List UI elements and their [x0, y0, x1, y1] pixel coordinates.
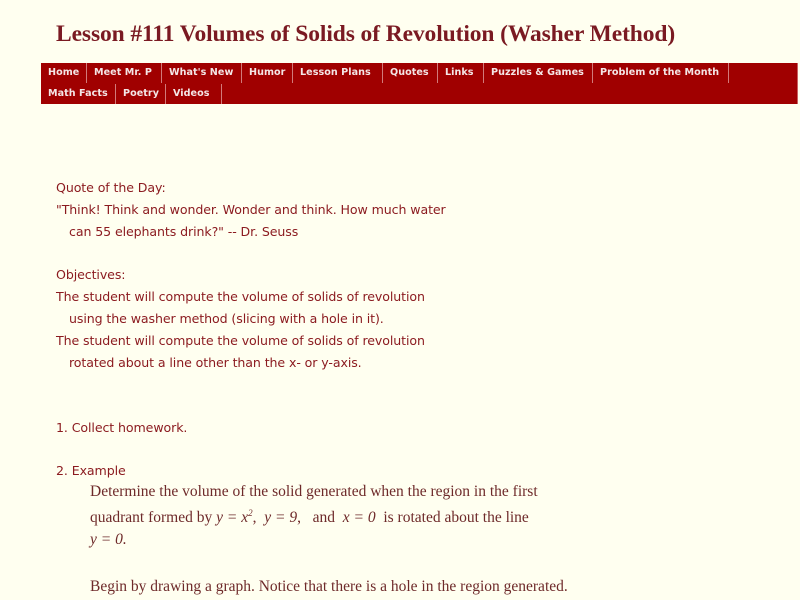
nav-problem-of-the-month[interactable]: Problem of the Month [593, 63, 729, 83]
nav-row-1 [41, 63, 729, 83]
objective-2-line-2: rotated about a line other than the x- or y-axis. [69, 355, 362, 370]
step-1-collect-homework: 1. Collect homework. [56, 420, 188, 435]
nav-humor[interactable]: Humor [242, 63, 293, 83]
nav-quotes[interactable]: Quotes [383, 63, 438, 83]
objective-1-line-1: The student will compute the volume of solids of revolution [56, 289, 425, 304]
nav-row-2 [41, 84, 222, 104]
main-nav [41, 63, 798, 104]
objective-2-line-1: The student will compute the volume of solids of revolution [56, 333, 425, 348]
example-line-2-prefix: quadrant formed by [90, 509, 217, 526]
page-title: Lesson #111 Volumes of Solids of Revolution (Washer Method) [56, 21, 676, 47]
eq1-rhs: x [241, 509, 249, 526]
step-2-example: 2. Example [56, 463, 126, 478]
nav-home[interactable]: Home [41, 63, 87, 83]
nav-puzzles-games[interactable]: Puzzles & Games [484, 63, 593, 83]
nav-whats-new[interactable]: What's New [162, 63, 242, 83]
nav-lesson-plans[interactable]: Lesson Plans [293, 63, 383, 83]
nav-math-facts[interactable]: Math Facts [41, 84, 116, 104]
equation-y-equals-x-squared: $y = x^2$ [216, 508, 253, 526]
eq1-lhs: y [216, 509, 224, 526]
objective-1-line-2: using the washer method (slicing with a hole in it). [69, 311, 384, 326]
example-line-4: Begin by drawing a graph. Notice that there is a hole in the region generated. [90, 578, 568, 595]
nav-videos[interactable]: Videos [166, 84, 222, 104]
quote-line-1: "Think! Think and wonder. Wonder and think. How much water [56, 202, 446, 217]
example-line-1: Determine the volume of the solid generated when the region in the first [90, 483, 538, 500]
example-line-3-axis: y = 0. [90, 531, 127, 548]
example-line-2-suffix: is rotated about the line [383, 509, 529, 526]
example-line-2: quadrant formed by $y = x^2$, y = 9, and x = 0 is rotated about the line [90, 508, 529, 526]
and-text: and [312, 509, 335, 526]
quote-line-2: can 55 elephants drink?" -- Dr. Seuss [69, 224, 299, 239]
nav-meet-mr-p[interactable]: Meet Mr. P [87, 63, 162, 83]
objectives-heading: Objectives: [56, 267, 126, 282]
nav-poetry[interactable]: Poetry [116, 84, 166, 104]
equation-y-equals-9: y = 9 [264, 509, 298, 526]
quote-heading: Quote of the Day: [56, 180, 166, 195]
equation-x-equals-0: x = 0 [342, 509, 376, 526]
eq1-exponent: 2 [248, 508, 253, 518]
nav-links[interactable]: Links [438, 63, 484, 83]
